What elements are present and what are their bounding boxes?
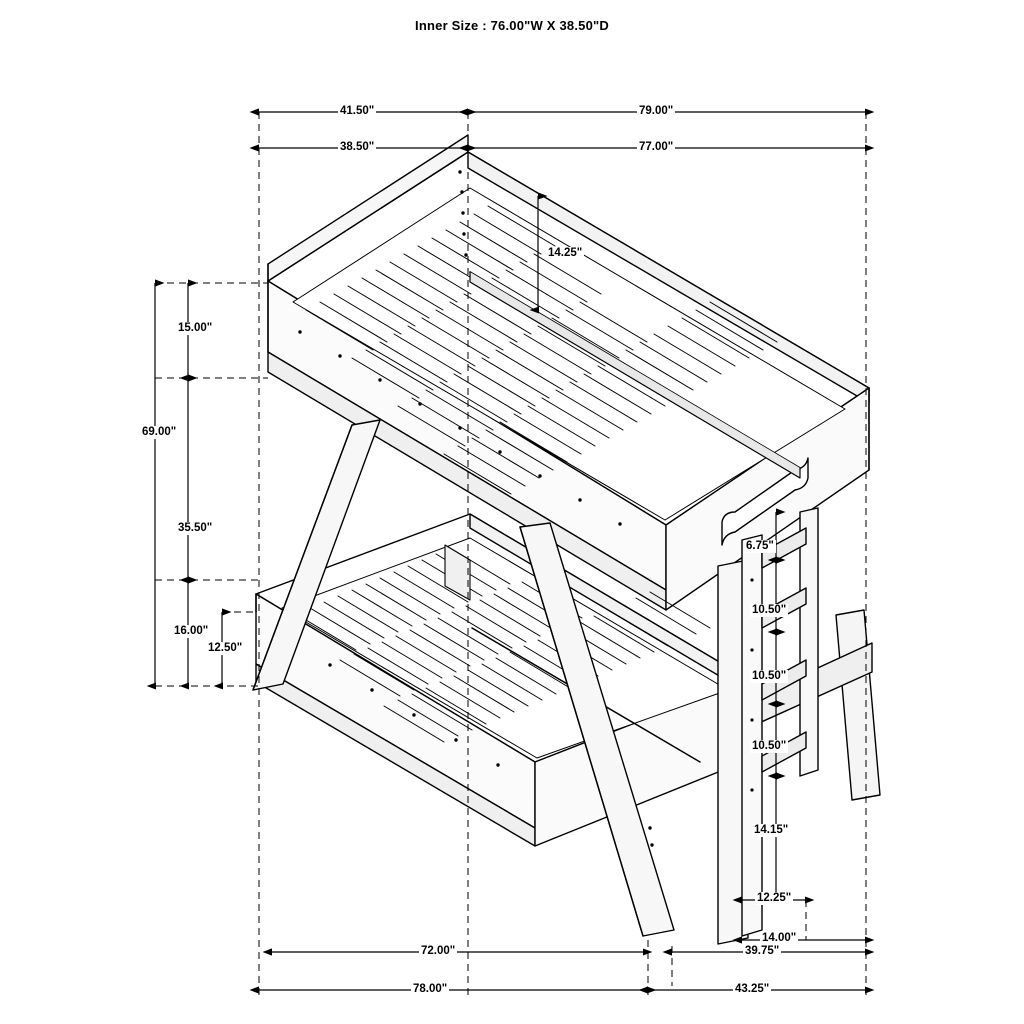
dim-ladder-inner-width: 12.25" <box>757 892 792 904</box>
dim-top-inner-right: 77.00" <box>639 141 674 153</box>
dim-guard-rail-clearance: 14.25" <box>548 247 583 259</box>
dim-lower-rail-height: 16.00" <box>174 625 209 637</box>
dim-bottom-left-inner: 72.00" <box>421 945 456 957</box>
dim-bottom-left-outer: 78.00" <box>413 983 448 995</box>
dim-bottom-right-inner: 39.75" <box>745 945 780 957</box>
dim-upper-rail-height: 15.00" <box>178 322 213 334</box>
dim-top-inner-left: 38.50" <box>340 141 375 153</box>
page-title: Inner Size : 76.00"W X 38.50"D <box>415 18 609 33</box>
dim-ladder-bottom: 14.15" <box>754 824 789 836</box>
dim-ladder-outer-width: 14.00" <box>762 932 797 944</box>
dim-total-height: 69.00" <box>142 426 177 438</box>
dim-ladder-top-gap: 6.75" <box>746 540 774 552</box>
dim-ladder-step-3: 10.50" <box>752 740 787 752</box>
dim-top-outer-left: 41.50" <box>340 105 375 117</box>
dim-top-outer-right: 79.00" <box>639 105 674 117</box>
dim-upper-deck-height: 35.50" <box>178 522 213 534</box>
dim-bottom-right-outer: 43.25" <box>735 983 770 995</box>
dim-ladder-step-2: 10.50" <box>752 670 787 682</box>
dim-lower-deck-height: 12.50" <box>208 642 243 654</box>
dim-ladder-step-1: 10.50" <box>752 604 787 616</box>
